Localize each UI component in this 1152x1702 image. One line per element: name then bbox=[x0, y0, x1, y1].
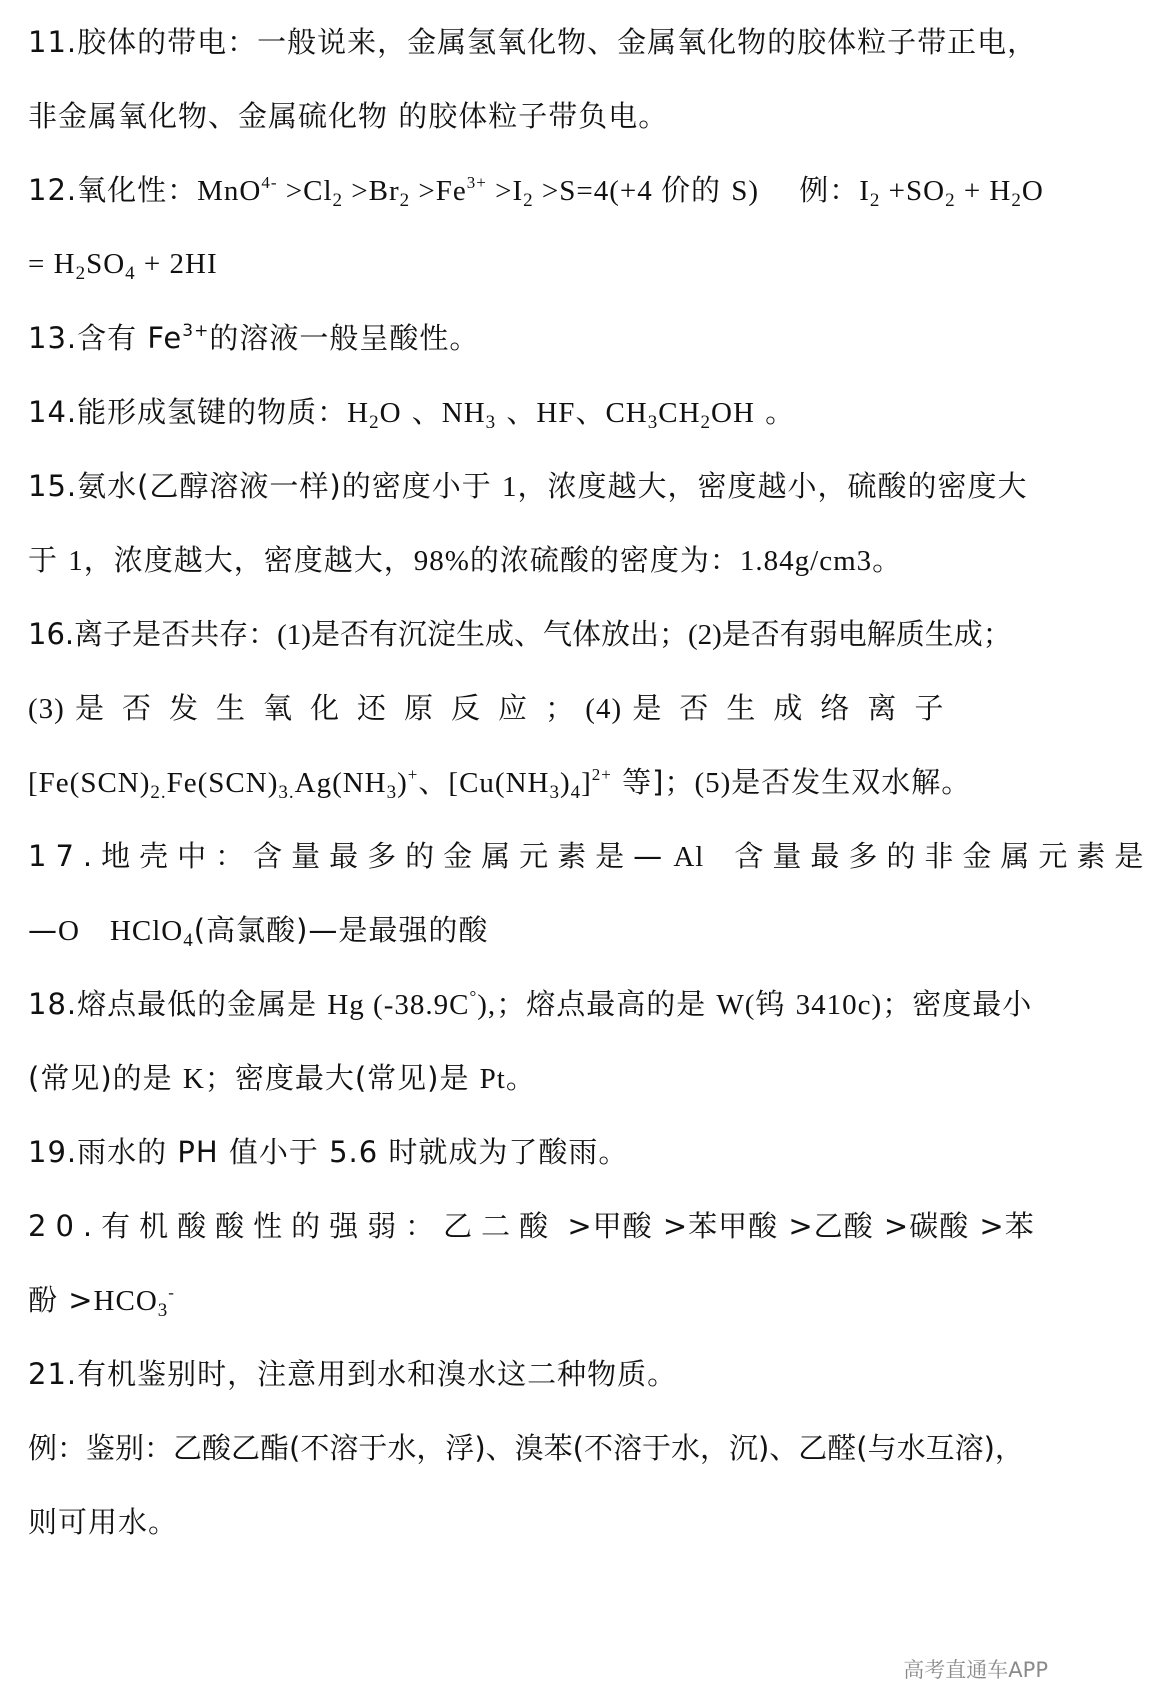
item-17-line-1: 17.地壳中：含量最多的金属元素是— Al 含量最多的非金属元素是 bbox=[28, 839, 1152, 873]
item-18-line-2: (常见)的是 K；密度最大(常见)是 Pt。 bbox=[28, 1061, 536, 1095]
item-12-line-1: 12.氧化性：$MnO^{4-} >Cl_2 >Br_2 >Fe^{3+} >I_2 >S=4(+4$ 价的 S) 例：$I_2 +SO_2 + H_2O$ bbox=[28, 173, 1044, 211]
item-11-line-2: 非金属氧化物、金属硫化物 的胶体粒子带负电。 bbox=[28, 99, 669, 133]
item-15-line-2: 于 1，浓度越大，密度越大，98%的浓硫酸的密度为：1.84g/cm3。 bbox=[28, 543, 903, 577]
example-line-1: 例：鉴别：乙酸乙酯(不溶于水，浮)、溴苯(不溶于水，沉)、乙醛(与水互溶)， bbox=[28, 1431, 1024, 1465]
item-11-line-1: 11.胶体的带电：一般说来，金属氢氧化物、金属氧化物的胶体粒子带正电， bbox=[28, 25, 1038, 59]
watermark-text: 高考直通车APP bbox=[903, 1658, 1048, 1682]
item-18-line-1: 18.熔点最低的金属是 Hg (-38.9C°),；熔点最高的是 W(钨 3410c)；密度最小 bbox=[28, 987, 1033, 1021]
item-13: 13.含有 $Fe^{3+}$的溶液一般呈酸性。 bbox=[28, 321, 480, 355]
item-19: 19.雨水的 PH 值小于 5.6 时就成为了酸雨。 bbox=[28, 1135, 629, 1169]
item-16-line-3: [$Fe(SCN)_{2.}Fe(SCN)_{3.}Ag(NH_3)^+$、$[Cu(NH_3)_4]^{2+}$ 等]；(5)是否发生双水解。 bbox=[28, 765, 972, 803]
example-line-2: 则可用水。 bbox=[28, 1505, 179, 1539]
item-21: 21.有机鉴别时，注意用到水和溴水这二种物质。 bbox=[28, 1357, 678, 1391]
item-12-line-2: = $H_2SO_4 + 2HI$ bbox=[28, 248, 218, 284]
item-17-line-2: —O HClO$_4$(高氯酸)—是最强的酸 bbox=[28, 913, 489, 951]
item-16-line-2: (3) 是否发生氧化还原反应； (4) 是否生成络离子 bbox=[28, 691, 962, 725]
item-20-line-2: 酚 $>HCO_3^-$ bbox=[28, 1283, 175, 1321]
item-20-line-1: 20.有机酸酸性的强弱：乙二酸 >甲酸 >苯甲酸 >乙酸 >碳酸 >苯 bbox=[28, 1209, 1035, 1243]
item-14: 14.能形成氢键的物质：$H_2O$ 、$NH_3$ 、HF、$CH_3CH_2OH$ 。 bbox=[28, 395, 796, 433]
item-16-line-1: 16.离子是否共存：(1)是否有沉淀生成、气体放出；(2)是否有弱电解质生成； bbox=[28, 617, 1012, 651]
item-15-line-1: 15.氨水(乙醇溶液一样)的密度小于 1，浓度越大，密度越小，硫酸的密度大 bbox=[28, 469, 1028, 503]
